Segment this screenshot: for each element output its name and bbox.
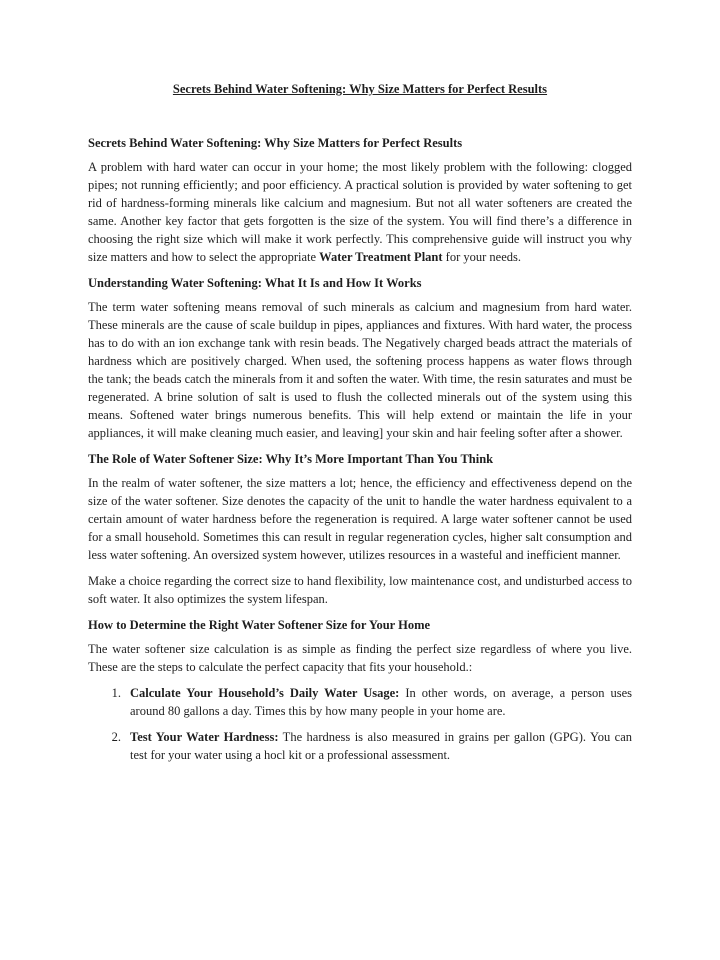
intro-paragraph: [88, 158, 632, 266]
role-heading: The Role of Water Softener Size: Why It’s More Important Than You Think: [88, 452, 494, 466]
role-paragraph: In the realm of water softener, the size matters a lot; hence, the efficiency and effectiveness depend on the size of the water softener. Size denotes the capacity of the unit to handle the water hardness equivalent to a certain amount of water hardness before the regeneration is required. A large water softener cannot be used for a small household. Sometimes this can result in regular regeneration cycles, higher salt consumption and less water softening. An oversized system however, utilizes resources in a wasteful and inefficient manner.: [88, 476, 632, 562]
list-item: [88, 684, 632, 720]
step-number: 2.: [111, 730, 121, 744]
intro-heading: Secrets Behind Water Softening: Why Size Matters for Perfect Results: [88, 136, 463, 150]
water-treatment-plant-bold: Water Treatment Plant: [319, 250, 443, 264]
determine-heading: How to Determine the Right Water Softener Size for Your Home: [88, 618, 431, 632]
step-number: 1.: [111, 686, 121, 700]
step-text: In other words, on average, a person uses around 80 gallons a day. Times this by how many people in your home are.: [130, 686, 633, 718]
intro-text: A problem with hard water can occur in your home; the most likely problem with the following: clogged pipes; not running efficiently; and poor efficiency. A practical solution is provided by water softening to get rid of hardness-forming minerals like calcium and magnesium. But not all water softeners are created the same. Another key factor that gets forgotten is the size of the system. You will find there’s a difference in choosing the right size which will make it work perfectly. This comprehensive guide will instruct you why size matters and how to select the appropriate: [88, 160, 632, 264]
intro-text-end: for your needs.: [442, 250, 521, 264]
determine-paragraph: The water softener size calculation is as simple as finding the perfect size regardless of where you live. These are the steps to calculate the perfect capacity that fits your household.:: [88, 642, 632, 674]
steps-list: [88, 684, 632, 764]
step-title: Calculate Your Household’s Daily Water Usage:: [130, 686, 400, 700]
step-body: [130, 684, 632, 720]
list-item: [88, 728, 632, 764]
step-text: The hardness is also measured in grains per gallon (GPG). You can test for your water using a hocl kit or a professional assessment.: [130, 730, 632, 762]
understanding-heading: Understanding Water Softening: What It Is and How It Works: [88, 276, 422, 290]
understanding-paragraph: The term water softening means removal of such minerals as calcium and magnesium from hard water. These minerals are the cause of scale buildup in pipes, appliances and fixtures. With hard water, the process has to do with an ion exchange tank with resin beads. The Negatively charged beads attract the materials of hardness which are positively charged. When used, the softening process happens as water flows through the tank; the beads catch the minerals from it and soften the water. With time, the resin saturates and must be regenerated. A brine solution of salt is used to flush the collected minerals out of the system using this means. Softened water brings numerous benefits. This will help extend or maintain the life in your appliances, it will make cleaning much easier, and leaving] your skin and hair feeling softer after a shower.: [88, 300, 632, 440]
step-title: Test Your Water Hardness:: [130, 730, 279, 744]
role-paragraph-2: Make a choice regarding the correct size to hand flexibility, low maintenance cost, and undisturbed access to soft water. It also optimizes the system lifespan.: [88, 574, 632, 606]
document-title: Secrets Behind Water Softening: Why Size Matters for Perfect Results: [172, 82, 548, 96]
document-page: [88, 80, 632, 772]
step-body: [130, 728, 632, 764]
